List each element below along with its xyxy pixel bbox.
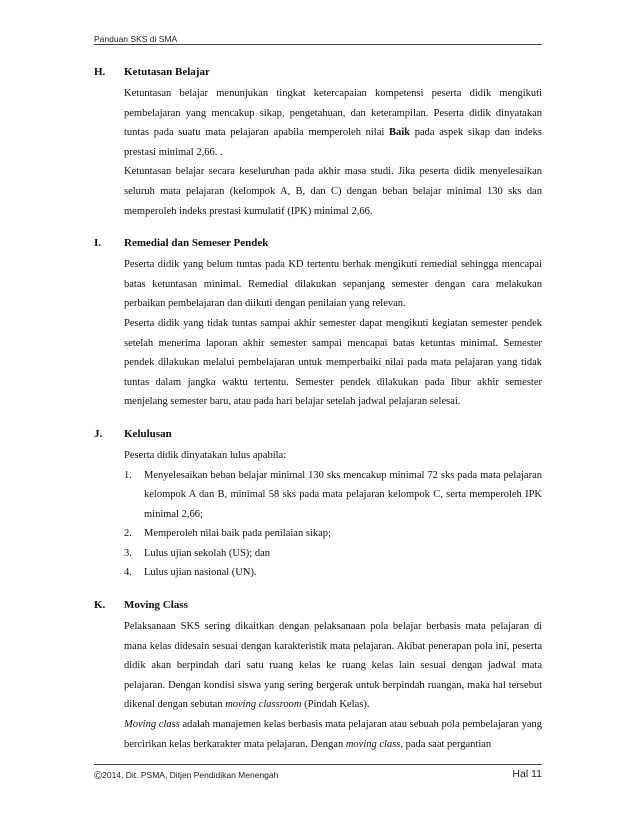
section-h-body — [124, 84, 542, 221]
list-item-text: Menyelesaikan beban belajar minimal 130 sks mencakup minimal 72 sks pada mata pelajaran kelompok A dan B, minimal 58 sks pada mata pelajaran kelompok C, serta memperoleh IPK minimal 2,66; — [144, 469, 542, 520]
list-item — [124, 563, 542, 583]
section-i-body — [124, 255, 542, 412]
list-item-text: Lulus ujian sekolah (US); dan — [144, 547, 270, 559]
page-content — [94, 66, 542, 770]
section-j-heading — [94, 428, 542, 446]
emphasis-italic: Moving class — [124, 719, 180, 731]
list-number: 2. — [124, 528, 132, 540]
section-j — [94, 428, 542, 583]
paragraph — [124, 84, 542, 162]
paragraph-text: pada aspek sikap dan indeks prestasi minimal 2,66. . — [124, 127, 543, 158]
section-title: Kelulusan — [124, 427, 172, 440]
list-item-text: Lulus ujian nasional (UN). — [144, 567, 257, 579]
paragraph — [124, 617, 542, 715]
list-item — [124, 544, 542, 564]
footer-copyright — [94, 770, 278, 782]
list-item — [124, 466, 542, 525]
emphasis-italic: moving classroom — [225, 699, 302, 711]
header-rule — [94, 44, 542, 45]
running-header: Panduan SKS di SMA — [94, 34, 178, 44]
paragraph-text: adalah manajemen kelas berbasis mata pelajaran atau sebuah pola pembelajaran yang bercirikan kelas berkarakter mata pelajaran. Dengan — [124, 719, 542, 750]
paragraph-text: Pelaksanaan SKS sering dikaitkan dengan pelaksanaan pola belajar berbasis mata pelajaran di mana kelas didesain sesuai dengan karakteristik mata pelajaran. Akibat penerapan pola ini, peserta didik akan berpindah dari satu ruang kelas ke ruang kelas lain sesuai dengan jadwal mata pelajaran. Dengan kondisi siswa yang sering bergerak untuk berpindah ruangan, maka hal tersebut dikenal dengan sebutan — [124, 621, 542, 711]
running-footer — [94, 764, 542, 785]
section-title: Ketutasan Belajar — [124, 66, 210, 78]
list-intro: Peserta didik dinyatakan lulus apabila: — [124, 449, 287, 461]
section-letter: K. — [94, 599, 106, 612]
paragraph-text: , pada saat pergantian — [400, 738, 492, 750]
paragraph-text: Ketuntasan belajar menunjukan tingkat ketercapaian kompetensi peserta didik mengikuti pembelajaran yang mencakup sikap, pengetahuan, dan keterampilan. Peserta didik dinyatakan tuntas pada suatu mata pelajaran apabila memperoleh nilai — [124, 88, 542, 139]
paragraph — [124, 715, 542, 754]
page-number: Hal 11 — [512, 768, 542, 780]
section-i-heading — [94, 237, 542, 255]
section-letter: H. — [94, 66, 106, 78]
emphasis-bold: Baik — [389, 127, 411, 139]
paragraph: Peserta didik yang belum tuntas pada KD tertentu berhak mengikuti remedial sehingga mencapai batas ketuntasan minimal. Remedial dilakukan sepanjang semester dengan cara melakukan perbaikan pembelajaran dan diikuti dengan penilaian yang relevan. — [124, 259, 542, 310]
section-k-heading — [94, 599, 542, 617]
paragraph-text: (Pindah Kelas). — [301, 699, 370, 711]
list-number: 3. — [124, 547, 132, 559]
list-item — [124, 524, 542, 544]
copyright-symbol: © — [94, 770, 103, 782]
section-letter: J. — [94, 427, 103, 440]
section-k — [94, 599, 542, 754]
paragraph: Ketuntasan belajar secara keseluruhan pada akhir masa studi. Jika peserta didik menyelesaikan seluruh mata pelajaran (kelompok A, B, dan C) dengan beban belajar minimal 130 sks dan memperoleh indeks prestasi kumulatif (IPK) minimal 2,66. — [124, 166, 542, 217]
section-title: Remedial dan Semeser Pendek — [124, 237, 269, 250]
section-i — [94, 237, 542, 412]
section-h-heading — [94, 66, 542, 84]
emphasis-italic: moving class — [345, 738, 401, 750]
section-k-body — [124, 617, 542, 754]
section-j-body — [124, 446, 542, 583]
list-item-text: Memperoleh nilai baik pada penilaian sikap; — [144, 528, 331, 540]
paragraph: Peserta didik yang tidak tuntas sampai akhir semester dapat mengikuti kegiatan semester pendek setelah menerima laporan akhir semester sampai mencapai batas ketuntas minimal. Semester pendek dilakukan melalui pembelajaran untuk memperbaiki nilai pada mata pelajaran yang tidak tuntas dalam jangka waktu tertentu. Semester pendek dilakukan pada libur akhir semester menjelang semester baru, atau pada hari belajar setelah jadwal pelajaran selesai. — [124, 317, 542, 408]
list-number: 1. — [124, 469, 132, 481]
list-number: 4. — [124, 567, 132, 579]
section-h — [94, 66, 542, 221]
footer-text: 2014, Dit. PSMA, Ditjen Pendidikan Menengah — [102, 770, 279, 780]
section-letter: I. — [94, 237, 102, 250]
graduation-criteria-list — [124, 466, 542, 584]
section-title: Moving Class — [124, 599, 188, 612]
